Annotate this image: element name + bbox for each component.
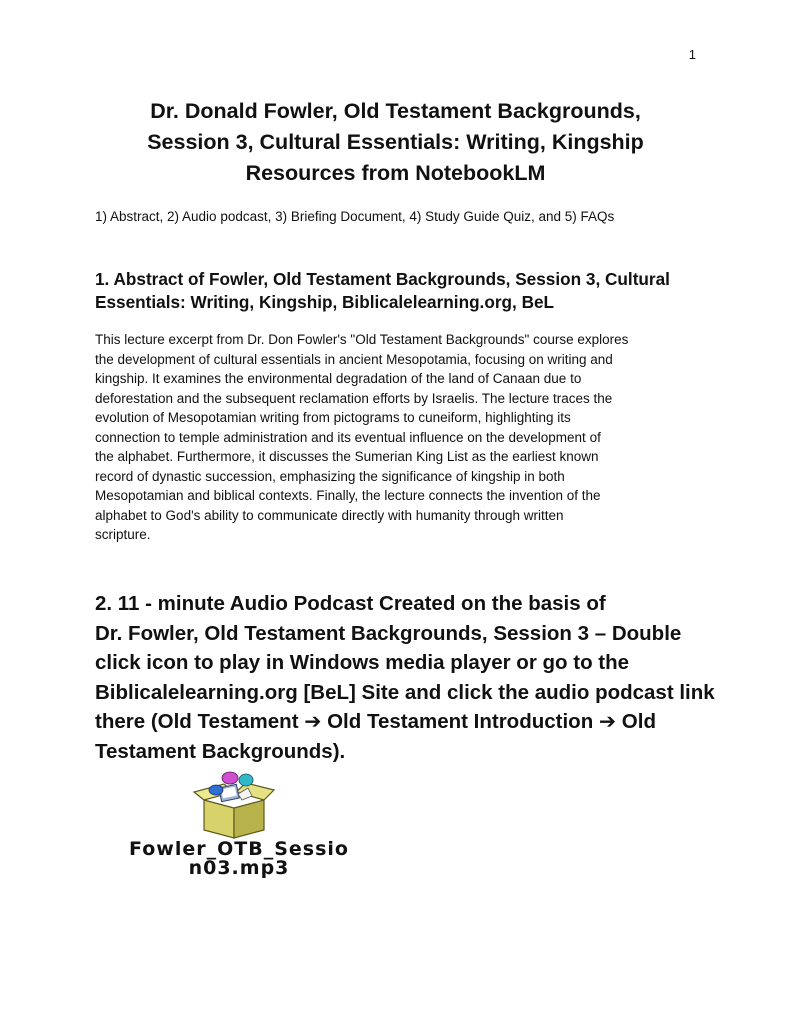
podcast-heading [95, 589, 715, 767]
podcast-heading-line-6: Testament Backgrounds). [95, 739, 346, 763]
resources-list: 1) Abstract, 2) Audio podcast, 3) Briefing Document, 4) Study Guide Quiz, and 5) FAQs [95, 209, 615, 224]
document-title [95, 96, 696, 189]
abstract-line: the development of cultural essentials in ancient Mesopotamia, focusing on writing and [95, 351, 613, 367]
podcast-heading-line-5 [95, 707, 715, 737]
abstract-line: scripture. [95, 527, 151, 542]
podcast-heading-line-2: Dr. Fowler, Old Testament Backgrounds, Session 3 – Double [95, 621, 682, 645]
abstract-line: This lecture excerpt from Dr. Don Fowler's "Old Testament Backgrounds" course explores [95, 332, 629, 347]
abstract-line: connection to temple administration and its eventual influence on the development of [95, 429, 601, 445]
podcast-heading-line-4: Biblicalelearning.org [BeL] Site and click the audio podcast link [95, 680, 715, 704]
abstract-line: alphabet to God's ability to communicate directly with humanity through written [95, 507, 564, 523]
podcast-filename[interactable] [98, 840, 380, 878]
podcast-line5-text-c: Old [616, 710, 656, 734]
abstract-line: evolution of Mesopotamian writing from pictograms to cuneiform, highlighting its [95, 410, 571, 425]
abstract-heading-line-1: 1. Abstract of Fowler, Old Testament Backgrounds, Session 3, Cultural [95, 269, 670, 289]
abstract-line: kingship. It examines the environmental degradation of the land of Canaan due to [95, 371, 582, 386]
title-line-2: Session 3, Cultural Essentials: Writing, Kingship [147, 130, 644, 154]
podcast-line5-text-b: Old Testament Introduction [321, 710, 599, 734]
right-arrow-icon: ➔ [304, 710, 322, 734]
abstract-heading [95, 268, 715, 314]
abstract-heading-line-2: Essentials: Writing, Kingship, Biblicalelearning.org, BeL [95, 292, 555, 312]
title-line-1: Dr. Donald Fowler, Old Testament Backgrounds, [150, 99, 641, 123]
podcast-line5-text-a: there (Old Testament [95, 710, 305, 734]
podcast-filename-line-1: Fowler_OTB_Sessio [129, 838, 349, 860]
podcast-heading-line-1: 2. 11 - minute Audio Podcast Created on the basis of [95, 592, 606, 615]
podcast-heading-line-3: click icon to play in Windows media player or go to the [95, 651, 630, 675]
abstract-body [95, 330, 707, 545]
abstract-line: Mesopotamian and biblical contexts. Finally, the lecture connects the invention of the [95, 488, 601, 503]
abstract-line: the alphabet. Furthermore, it discusses the Sumerian King List as the earliest known [95, 449, 599, 464]
abstract-line: record of dynastic succession, emphasizing the significance of kingship in both [95, 468, 565, 484]
right-arrow-icon: ➔ [598, 710, 617, 734]
page-number: 1 [688, 47, 696, 62]
abstract-line: deforestation and the subsequent reclamation efforts by Israelis. The lecture traces the [95, 390, 613, 406]
package-installer-icon[interactable] [190, 770, 276, 840]
title-line-3: Resources from NotebookLM [245, 161, 546, 185]
podcast-filename-line-2: n03.mp3 [188, 857, 290, 879]
